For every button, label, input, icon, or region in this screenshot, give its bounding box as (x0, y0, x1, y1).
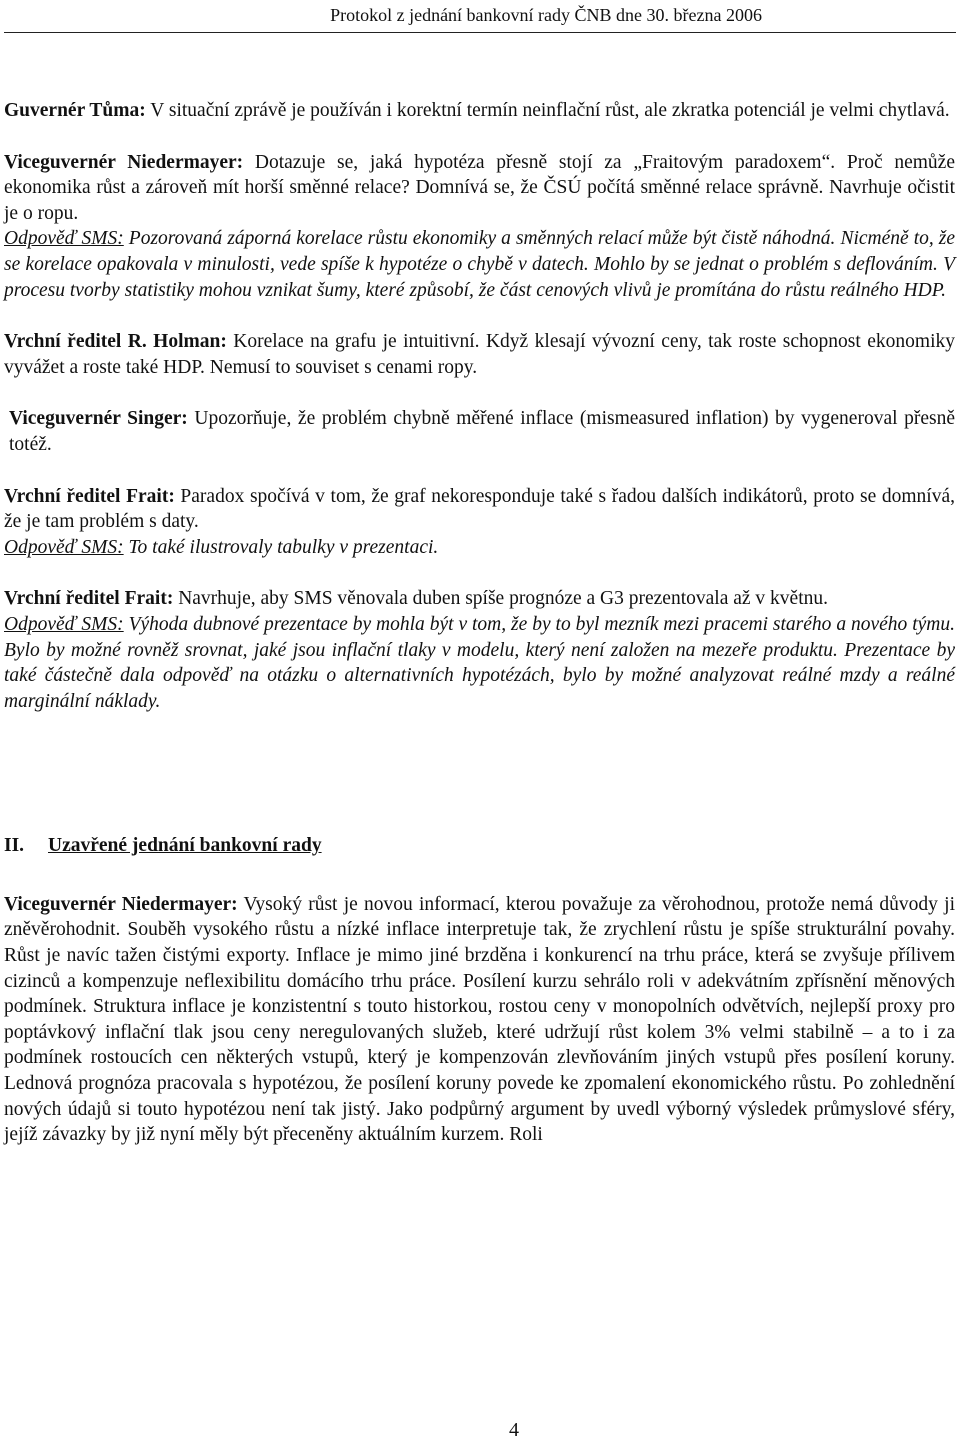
speaker-label: Vrchní ředitel Frait: (4, 485, 175, 507)
section-heading (4, 833, 955, 859)
section-number: II. (4, 835, 25, 857)
speaker-label: Viceguvernér Niedermayer: (4, 893, 238, 915)
answer-text: Pozorovaná záporná korelace růstu ekonomiky a směnných relací může být čistě náhodná. Nicméně to, že se korelace opakovala v minulosti, vede spíše k hypotéze o chybě v datech. Mohlo by se jednat o problém s deflováním. V procesu tvorby statistiky mohou vznikat šumy, které způsobí, že část cenových vlivů je promítána do růstu reálného HDP. (4, 228, 955, 301)
header-divider (4, 32, 956, 33)
page-number: 4 (509, 1419, 519, 1441)
paragraph-frait-paradox (4, 484, 955, 561)
document-body (4, 98, 955, 1148)
statement-text: Korelace na grafu je intuitivní. Když klesají vývozní ceny, tak roste schopnost ekonomiky vyvážet a roste také HDP. Nemusí to souviset s cenami ropy. (4, 331, 955, 378)
speaker-label: Viceguvernér Niedermayer: (4, 151, 244, 173)
statement-text: Upozorňuje, že problém chybně měřené inflace (mismeasured inflation) by vygeneroval přesně totéž. (9, 408, 955, 455)
answer-label: Odpověď SMS: (4, 228, 124, 250)
paragraph-singer (4, 406, 955, 457)
paragraph-holman (4, 329, 955, 380)
speaker-label: Viceguvernér Singer: (9, 408, 188, 430)
statement-text: Vysoký růst je novou informací, kterou považuje za věrohodnou, protože nemá důvody ji zněvěrohodnit. Souběh vysokého růstu a nízké inflace interpretuje tak, že zrychlení růstu je spíše strukturální povahy. Růst je navíc tažen čistými exporty. Inflace je mimo jiné brzděna i konkurencí na trhu práce, která se zvyšuje přílivem cizinců a kompenzuje neflexibilitu domácího trhu práce. Posílení kurzu sehrálo roli v adekvátním zpřísnění měnových podmínek. Struktura inflace je konzistentní s touto historkou, rostou ceny v monopolních odvětvích, nejlepší proxy pro poptávkový inflační tlak jsou ceny neregulovaných služeb, které udržují růst kolem 3% velmi stabilně – a to i za podmínek rostoucích cen některých vstupů, který je kompenzován zlevňováním jiných vstupů přes posílení koruny. Lednová prognóza pracovala s hypotézou, že posílení koruny povede ke zpomalení ekonomického růstu. Po zohlednění nových údajů si touto hypotézou není tak jistý. Jako podpůrný argument by uvedl výborný výsledek průmyslové sféry, jejíž závazky by již nyní měly být přeceněny aktuálním kurzem. Roli (4, 893, 955, 1146)
running-header: Protokol z jednání bankovní rady ČNB dne 30. března 2006 (330, 5, 762, 25)
statement-text: Navrhuje, aby SMS věnovala duben spíše prognóze a G3 prezentovala až v květnu. (173, 588, 828, 610)
statement-text: Dotazuje se, jaká hypotéza přesně stojí za „Fraitovým paradoxem“. Proč nemůže ekonomika růst a zároveň mít horší směnné relace? Domnívá se, že ČSÚ počítá směnné relace správně. Navrhuje očistit je o ropu. (4, 151, 955, 224)
answer-text: To také ilustrovaly tabulky v prezentaci. (123, 536, 439, 558)
speaker-label: Guvernér Tůma: (4, 100, 146, 121)
section-title: Uzavřené jednání bankovní rady (48, 835, 322, 857)
speaker-label: Vrchní ředitel Frait: (4, 588, 174, 610)
paragraph-tuma (4, 98, 955, 124)
paragraph-niedermayer-question (4, 150, 955, 304)
speaker-label: Vrchní ředitel R. Holman: (4, 331, 227, 353)
statement-text: Paradox spočívá v tom, že graf nekoresponduje také s řadou dalších indikátorů, proto se domnívá, že je tam problém s daty. (4, 485, 955, 533)
answer-text: Výhoda dubnové prezentace by mohla být v tom, že by to byl mezník mezi pracemi starého a nového týmu. Bylo by možné rovněž srovnat, jaké jsou inflační tlaky v modelu, který není založen na mezeře produktu. Prezentace by také částečně dala odpověď na otázku o alternativních hypotézách, bylo by možné analyzovat reálné mzdy a reálné marginální náklady. (4, 613, 955, 712)
statement-text: V situační zprávě je používán i korektní termín neinflační růst, ale zkratka potenciál je velmi chytlavá. (145, 100, 950, 121)
answer-label: Odpověď SMS: (4, 613, 124, 635)
paragraph-frait-proposal (4, 586, 955, 714)
answer-label: Odpověď SMS: (4, 536, 124, 558)
paragraph-niedermayer-closed (4, 892, 955, 1148)
